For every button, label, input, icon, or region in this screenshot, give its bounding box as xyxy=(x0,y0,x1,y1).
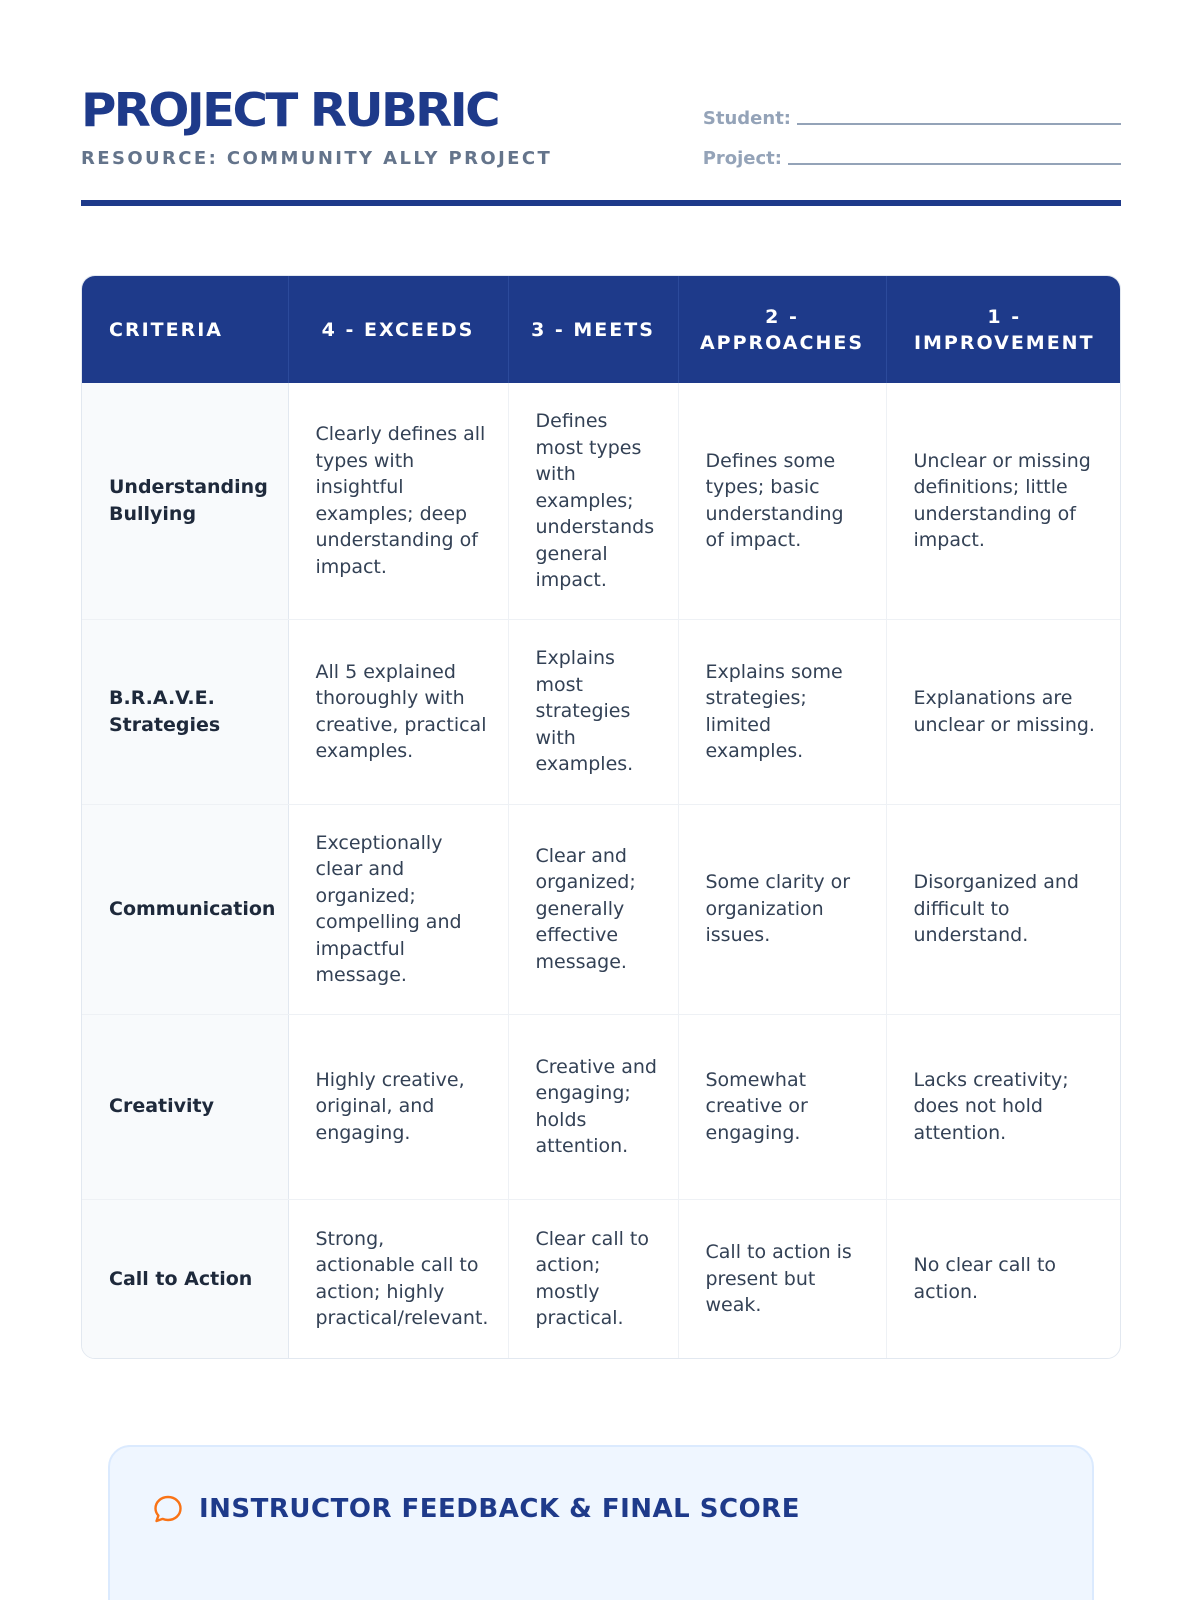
project-input-line[interactable] xyxy=(788,163,1121,165)
rubric-table xyxy=(81,275,1121,1359)
criteria-cell: B.R.A.V.E. Strategies xyxy=(82,619,288,804)
rubric-cell: Disorganized and difficult to understand. xyxy=(886,804,1121,1014)
column-header-meets: 3 - MEETS xyxy=(508,276,678,383)
criteria-cell: Call to Action xyxy=(82,1199,288,1358)
table-header-row xyxy=(82,276,1121,383)
feedback-heading xyxy=(152,1493,800,1525)
rubric-cell: Exceptionally clear and organized; compelling and impactful message. xyxy=(288,804,508,1014)
table-row xyxy=(82,383,1121,619)
rubric-cell: Lacks creativity; does not hold attention. xyxy=(886,1014,1121,1199)
rubric-cell: Strong, actionable call to action; highly practical/relevant. xyxy=(288,1199,508,1358)
page-subtitle: RESOURCE: COMMUNITY ALLY PROJECT xyxy=(81,148,553,169)
rubric-cell: Defines some types; basic understanding of impact. xyxy=(678,383,886,619)
column-header-approaches: 2 - APPROACHES xyxy=(678,276,886,383)
table-row xyxy=(82,1014,1121,1199)
table-row xyxy=(82,619,1121,804)
rubric-cell: No clear call to action. xyxy=(913,1254,1057,1303)
student-input-line[interactable] xyxy=(797,123,1121,125)
rubric-cell: Explains most strategies with examples. xyxy=(508,619,678,804)
page-title: PROJECT RUBRIC xyxy=(81,83,498,137)
rubric-cell: Clearly defines all types with insightful examples; deep understanding of impact. xyxy=(288,383,508,619)
rubric-cell: Defines most types with examples; understands general impact. xyxy=(508,383,678,619)
criteria-cell: Understanding Bullying xyxy=(82,383,288,619)
project-label: Project: xyxy=(702,148,782,169)
rubric-cell: Some clarity or organization issues. xyxy=(678,804,886,1014)
column-header-exceeds: 4 - EXCEEDS xyxy=(288,276,508,383)
rubric-cell: All 5 explained thoroughly with creative, practical examples. xyxy=(288,619,508,804)
rubric-cell: Explains some strategies; limited examples. xyxy=(678,619,886,804)
header-divider xyxy=(81,200,1121,206)
rubric-cell: Highly creative, original, and engaging. xyxy=(288,1014,508,1199)
column-header-criteria: CRITERIA xyxy=(82,276,288,383)
feedback-title: INSTRUCTOR FEEDBACK & FINAL SCORE xyxy=(199,1494,800,1524)
student-label: Student: xyxy=(702,108,791,129)
criteria-cell: Creativity xyxy=(82,1014,288,1199)
project-field[interactable] xyxy=(703,148,1121,169)
rubric-cell: Clear and organized; generally effective message. xyxy=(508,804,678,1014)
table-row xyxy=(82,804,1121,1014)
chat-bubble-icon xyxy=(152,1493,184,1525)
table-row xyxy=(82,1199,1121,1358)
page-header xyxy=(81,82,1121,206)
criteria-cell: Communication xyxy=(82,804,288,1014)
column-header-improvement: 1 - IMPROVEMENT xyxy=(886,276,1121,383)
rubric-cell: Explanations are unclear or missing. xyxy=(886,619,1121,804)
rubric-cell: Call to action is present but weak. xyxy=(678,1199,886,1358)
rubric-cell: Unclear or missing definitions; little understanding of impact. xyxy=(886,383,1121,619)
feedback-panel xyxy=(108,1445,1094,1600)
rubric-cell: Creative and engaging; holds attention. xyxy=(508,1014,678,1199)
student-field[interactable] xyxy=(703,108,1121,129)
rubric-cell: Somewhat creative or engaging. xyxy=(678,1014,886,1199)
rubric-cell: Clear call to action; mostly practical. xyxy=(508,1199,678,1358)
